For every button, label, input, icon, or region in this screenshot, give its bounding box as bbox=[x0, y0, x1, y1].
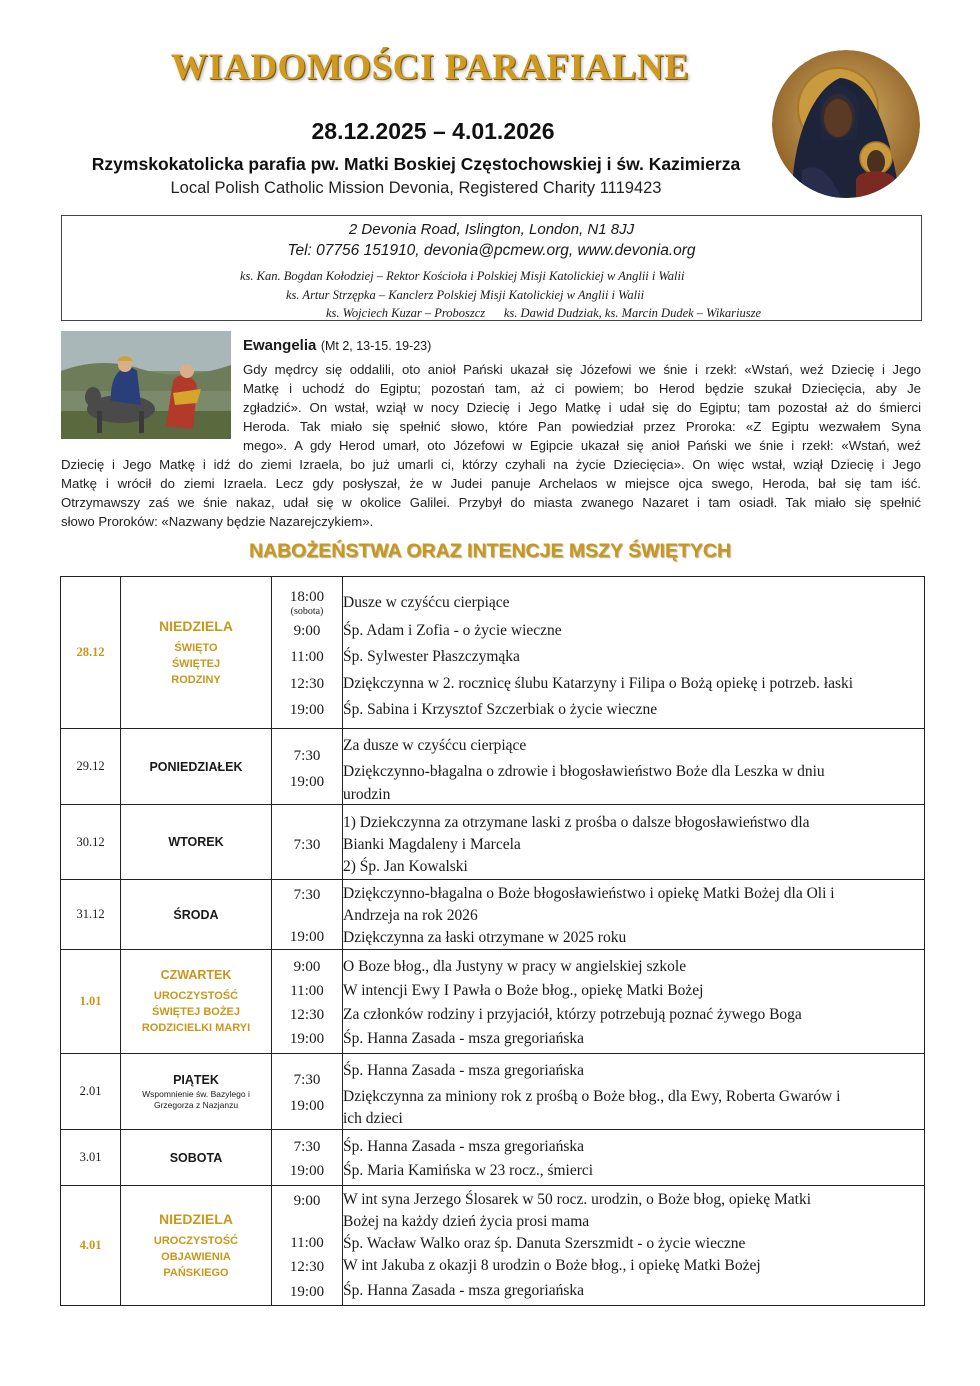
intention: Dziękczynna za miniony rok z prośbą o Boże błog., dla Ewy, Roberta Gwarów i bbox=[343, 1088, 841, 1105]
intention: Dziękczynno-błagalna o Boże błogosławieństwo i opiekę Matki Bożej dla Oli i bbox=[343, 885, 835, 902]
mass-time: 19:00 bbox=[289, 929, 325, 945]
table-row bbox=[61, 805, 925, 880]
feast-line: UROCZYSTOŚĆ bbox=[153, 1234, 239, 1247]
intention: 1) Dziekczynna za otrzymane laski z prośba o dalsze błogosławieństwo dla bbox=[343, 813, 810, 831]
gospel-heading bbox=[243, 337, 431, 355]
feast-line: RODZINY bbox=[171, 673, 221, 686]
intention: Dziękczynno-błagalna o zdrowie i błogosławieństwo Boże dla Leszka w dniu bbox=[343, 763, 825, 780]
intention: Bianki Magdaleny i Marcela bbox=[343, 835, 521, 853]
feast-line: PAŃSKIEGO bbox=[163, 1266, 229, 1279]
mass-time: 12:30 bbox=[289, 1259, 325, 1275]
row-intentions bbox=[343, 577, 925, 729]
intention: ich dzieci bbox=[343, 1110, 403, 1127]
date-range: 28.12.2025 – 4.01.2026 bbox=[311, 118, 555, 144]
clergy-line-1: ks. Kan. Bogdan Kołodziej – Rektor Kościoła i Polskiej Misji Katolickiej w Anglii i Walii bbox=[240, 269, 685, 283]
mass-time: 11:00 bbox=[290, 1235, 324, 1251]
feast-line: UROCZYSTOŚĆ bbox=[153, 989, 239, 1002]
row-times bbox=[272, 729, 343, 805]
gospel-line: Gdy mędrcy się oddalili, oto anioł Pański ukazał się Józefowi we śnie i rzekł: «Wstań, weź Dziecię i Jego bbox=[243, 362, 921, 377]
intention: W intencji Ewy I Pawła o Boże błog., opiekę Matki Bożej bbox=[343, 982, 704, 999]
madonna-icon bbox=[772, 50, 920, 198]
row-date: 30.12 bbox=[61, 805, 121, 880]
row-times bbox=[272, 1054, 343, 1130]
intention: W int Jakuba z okazji 8 urodzin o Boże błog., i opiekę Matki Bożej bbox=[343, 1257, 761, 1274]
mass-time: 7:30 bbox=[293, 836, 321, 853]
intention: Dusze w czyśćcu cierpiące bbox=[343, 593, 510, 611]
intention: urodzin bbox=[343, 786, 391, 803]
mass-time: 9:00 bbox=[293, 1193, 321, 1209]
mass-time: 7:30 bbox=[293, 887, 321, 903]
table-row bbox=[61, 1186, 925, 1306]
table-row bbox=[61, 577, 925, 729]
row-date: 3.01 bbox=[61, 1130, 121, 1186]
gospel-line: Otrzymawszy zaś we śnie nakaz, udał się w okolice Galilei. Przybył do miasta zwanego Nazaret i tam osiadł. Tak miało się spełnić bbox=[61, 495, 921, 510]
gospel-reference: (Mt 2, 13-15. 19-23) bbox=[320, 339, 432, 353]
mass-time: 12:30 bbox=[289, 1007, 325, 1023]
row-day bbox=[121, 577, 272, 729]
mass-time: 12:30 bbox=[289, 675, 325, 692]
intention: O Boze błog., dla Justyny w pracy w angielskiej szkole bbox=[343, 958, 687, 975]
gospel-title: Ewangelia bbox=[243, 337, 317, 354]
row-intentions bbox=[343, 729, 925, 805]
day-name: WTOREK bbox=[168, 835, 224, 849]
table-row bbox=[61, 950, 925, 1054]
row-intentions bbox=[343, 1054, 925, 1130]
mass-time: 19:00 bbox=[289, 1098, 325, 1114]
mass-time: 9:00 bbox=[293, 959, 321, 975]
mass-time: 18:00 bbox=[289, 588, 325, 605]
row-date: 4.01 bbox=[61, 1186, 121, 1306]
row-intentions bbox=[343, 880, 925, 950]
row-date: 29.12 bbox=[61, 729, 121, 805]
row-day bbox=[121, 950, 272, 1054]
row-times bbox=[272, 805, 343, 880]
mission-name: Local Polish Catholic Mission Devonia, Registered Charity 1119423 bbox=[170, 179, 662, 197]
row-day bbox=[121, 729, 272, 805]
contact-line: Tel: 07756 151910, devonia@pcmew.org, www.devonia.org bbox=[287, 242, 696, 259]
intention: Śp. Maria Kamińska w 23 rocz., śmierci bbox=[343, 1162, 594, 1179]
table-row bbox=[61, 880, 925, 950]
row-times bbox=[272, 880, 343, 950]
row-day bbox=[121, 1054, 272, 1130]
table-row bbox=[61, 1130, 925, 1186]
mass-time: 11:00 bbox=[290, 983, 324, 999]
day-name: ŚRODA bbox=[173, 907, 219, 922]
intention: Śp. Hanna Zasada - msza gregoriańska bbox=[343, 1282, 585, 1299]
intention: 2) Śp. Jan Kowalski bbox=[343, 857, 468, 875]
page-title: WIADOMOŚCI PARAFIALNE bbox=[170, 47, 690, 88]
intention: Dziękczynna w 2. rocznicę ślubu Katarzyny i Filipa o Bożą opiekę i potrzeb. łaski bbox=[343, 674, 854, 692]
intention: Śp. Adam i Zofia - o życie wieczne bbox=[343, 621, 562, 639]
mass-time: 19:00 bbox=[289, 773, 325, 790]
day-name: NIEDZIELA bbox=[159, 1210, 233, 1227]
day-name: SOBOTA bbox=[169, 1150, 223, 1165]
intention: Śp. Hanna Zasada - msza gregoriańska bbox=[343, 1138, 585, 1155]
feast-line: OBJAWIENIA bbox=[161, 1250, 231, 1263]
mass-time: 19:00 bbox=[289, 1284, 325, 1300]
feast-line: ŚWIĘTEJ BOŻEJ bbox=[151, 1005, 241, 1018]
schedule-table bbox=[60, 576, 925, 1306]
day-feast bbox=[121, 640, 271, 688]
row-day bbox=[121, 1186, 272, 1306]
clergy-line-2: ks. Artur Strzępka – Kanclerz Polskiej Misji Katolickiej w Anglii i Walii bbox=[286, 288, 645, 302]
row-date: 2.01 bbox=[61, 1054, 121, 1130]
day-name: CZWARTEK bbox=[160, 967, 232, 982]
row-times bbox=[272, 1130, 343, 1186]
intention: Bożej na każdy dzień życia prosi mama bbox=[343, 1213, 590, 1230]
mass-time: 19:00 bbox=[289, 1031, 325, 1047]
day-feast bbox=[121, 988, 271, 1036]
gospel-line: zgładzić». On wstał, wziął w nocy Dziecię i Jego Matkę i udał się do Egiptu; tam pozostał aż do śmierci bbox=[243, 400, 921, 415]
mass-time: 19:00 bbox=[289, 1163, 325, 1179]
row-date: 1.01 bbox=[61, 950, 121, 1054]
mass-time: 7:30 bbox=[293, 1072, 321, 1088]
day-note: Wspomnienie św. Bazylego i Grzegorza z Nazjanzu bbox=[142, 1088, 250, 1110]
feast-line: ŚWIĘTO bbox=[174, 641, 218, 654]
row-intentions bbox=[343, 950, 925, 1054]
feast-line: RODZICIELKI MARYI bbox=[141, 1021, 251, 1034]
row-date: 31.12 bbox=[61, 880, 121, 950]
day-name: PONIEDZIAŁEK bbox=[149, 759, 243, 774]
schedule-title: NABOŻEŃSTWA ORAZ INTENCJE MSZY ŚWIĘTYCH bbox=[248, 540, 732, 562]
gospel-line: Matkę i uchodź do Egiptu; pozostań tam, aż ci powiem; bo Herod będzie szukał Dziecięcia, aby Je bbox=[243, 381, 921, 396]
row-day bbox=[121, 880, 272, 950]
intention: Andrzeja na rok 2026 bbox=[343, 907, 478, 924]
intention: Dziękczynna za łaski otrzymane w 2025 roku bbox=[343, 929, 627, 946]
row-intentions bbox=[343, 1130, 925, 1186]
gospel-line: Dziecię i Jego Matkę i idź do ziemi Izraela, bo już umarli ci, którzy czyhali na życie Dziecięcia». On więc wstał, wziął Dziecię i Jego bbox=[61, 457, 921, 472]
mass-time: 9:00 bbox=[293, 622, 321, 639]
flight-to-egypt-painting bbox=[61, 331, 231, 439]
intention: Śp. Sabina i Krzysztof Szczerbiak o życie wieczne bbox=[343, 701, 658, 718]
row-times bbox=[272, 950, 343, 1054]
row-intentions bbox=[343, 1186, 925, 1306]
gospel-line: mego». A gdy Herod umarł, oto Józefowi w Egipcie ukazał się anioł Pański we śnie i rzekł: «Wstań, weź bbox=[243, 438, 921, 453]
row-day bbox=[121, 805, 272, 880]
intention: Za członków rodziny i przyjaciół, którzy potrzebują poznać żywego Boga bbox=[343, 1006, 802, 1023]
mass-time: 7:30 bbox=[293, 1139, 321, 1155]
row-day bbox=[121, 1130, 272, 1186]
gospel-line: Heroda. Tak miało się spełnić słowo, które Pan powiedział przez Proroka: «Z Egiptu wezwałem Syna bbox=[243, 419, 921, 434]
row-times bbox=[272, 577, 343, 729]
mass-time: 19:00 bbox=[289, 702, 325, 718]
table-row bbox=[61, 729, 925, 805]
address: 2 Devonia Road, Islington, London, N1 8JJ bbox=[348, 221, 635, 238]
day-name: PIĄTEK bbox=[173, 1072, 219, 1087]
intention: Śp. Hanna Zasada - msza gregoriańska bbox=[343, 1030, 585, 1047]
intention: Śp. Hanna Zasada - msza gregoriańska bbox=[343, 1062, 585, 1079]
intention: Za dusze w czyśćcu cierpiące bbox=[343, 737, 527, 754]
row-date: 28.12 bbox=[61, 577, 121, 729]
mass-time: 7:30 bbox=[293, 747, 321, 764]
intention: Śp. Wacław Walko oraz śp. Danuta Szerszmidt - o życie wieczne bbox=[343, 1235, 746, 1252]
intention: W int syna Jerzego Ślosarek w 50 rocz. urodzin, o Boże błog, opiekę Matki bbox=[343, 1191, 812, 1208]
parish-name: Rzymskokatolicka parafia pw. Matki Boskiej Częstochowskiej i św. Kazimierza bbox=[91, 154, 741, 174]
gospel-line: słowo Proroków: «Nazwany będzie Nazarejczykiem». bbox=[61, 514, 374, 529]
day-feast bbox=[121, 1233, 271, 1281]
row-times bbox=[272, 1186, 343, 1306]
mass-time-note: (sobota) bbox=[290, 605, 324, 617]
day-name: NIEDZIELA bbox=[159, 617, 233, 634]
intention: Śp. Sylwester Płaszczymąka bbox=[343, 648, 520, 665]
table-row bbox=[61, 1054, 925, 1130]
clergy-line-3: ks. Wojciech Kuzar – Proboszcz ks. Dawid Dudziak, ks. Marcin Dudek – Wikariusze bbox=[326, 306, 762, 320]
feast-line: ŚWIĘTEJ bbox=[171, 657, 221, 670]
gospel-line: Matkę i wrócił do ziemi Izraela. Lecz gdy posłyszał, że w Judei panuje Archelaos w miejsce ojca swego, Heroda, bał się tam iść. bbox=[61, 476, 921, 491]
contact-box bbox=[61, 215, 922, 321]
row-intentions bbox=[343, 805, 925, 880]
mass-time: 11:00 bbox=[290, 649, 324, 665]
